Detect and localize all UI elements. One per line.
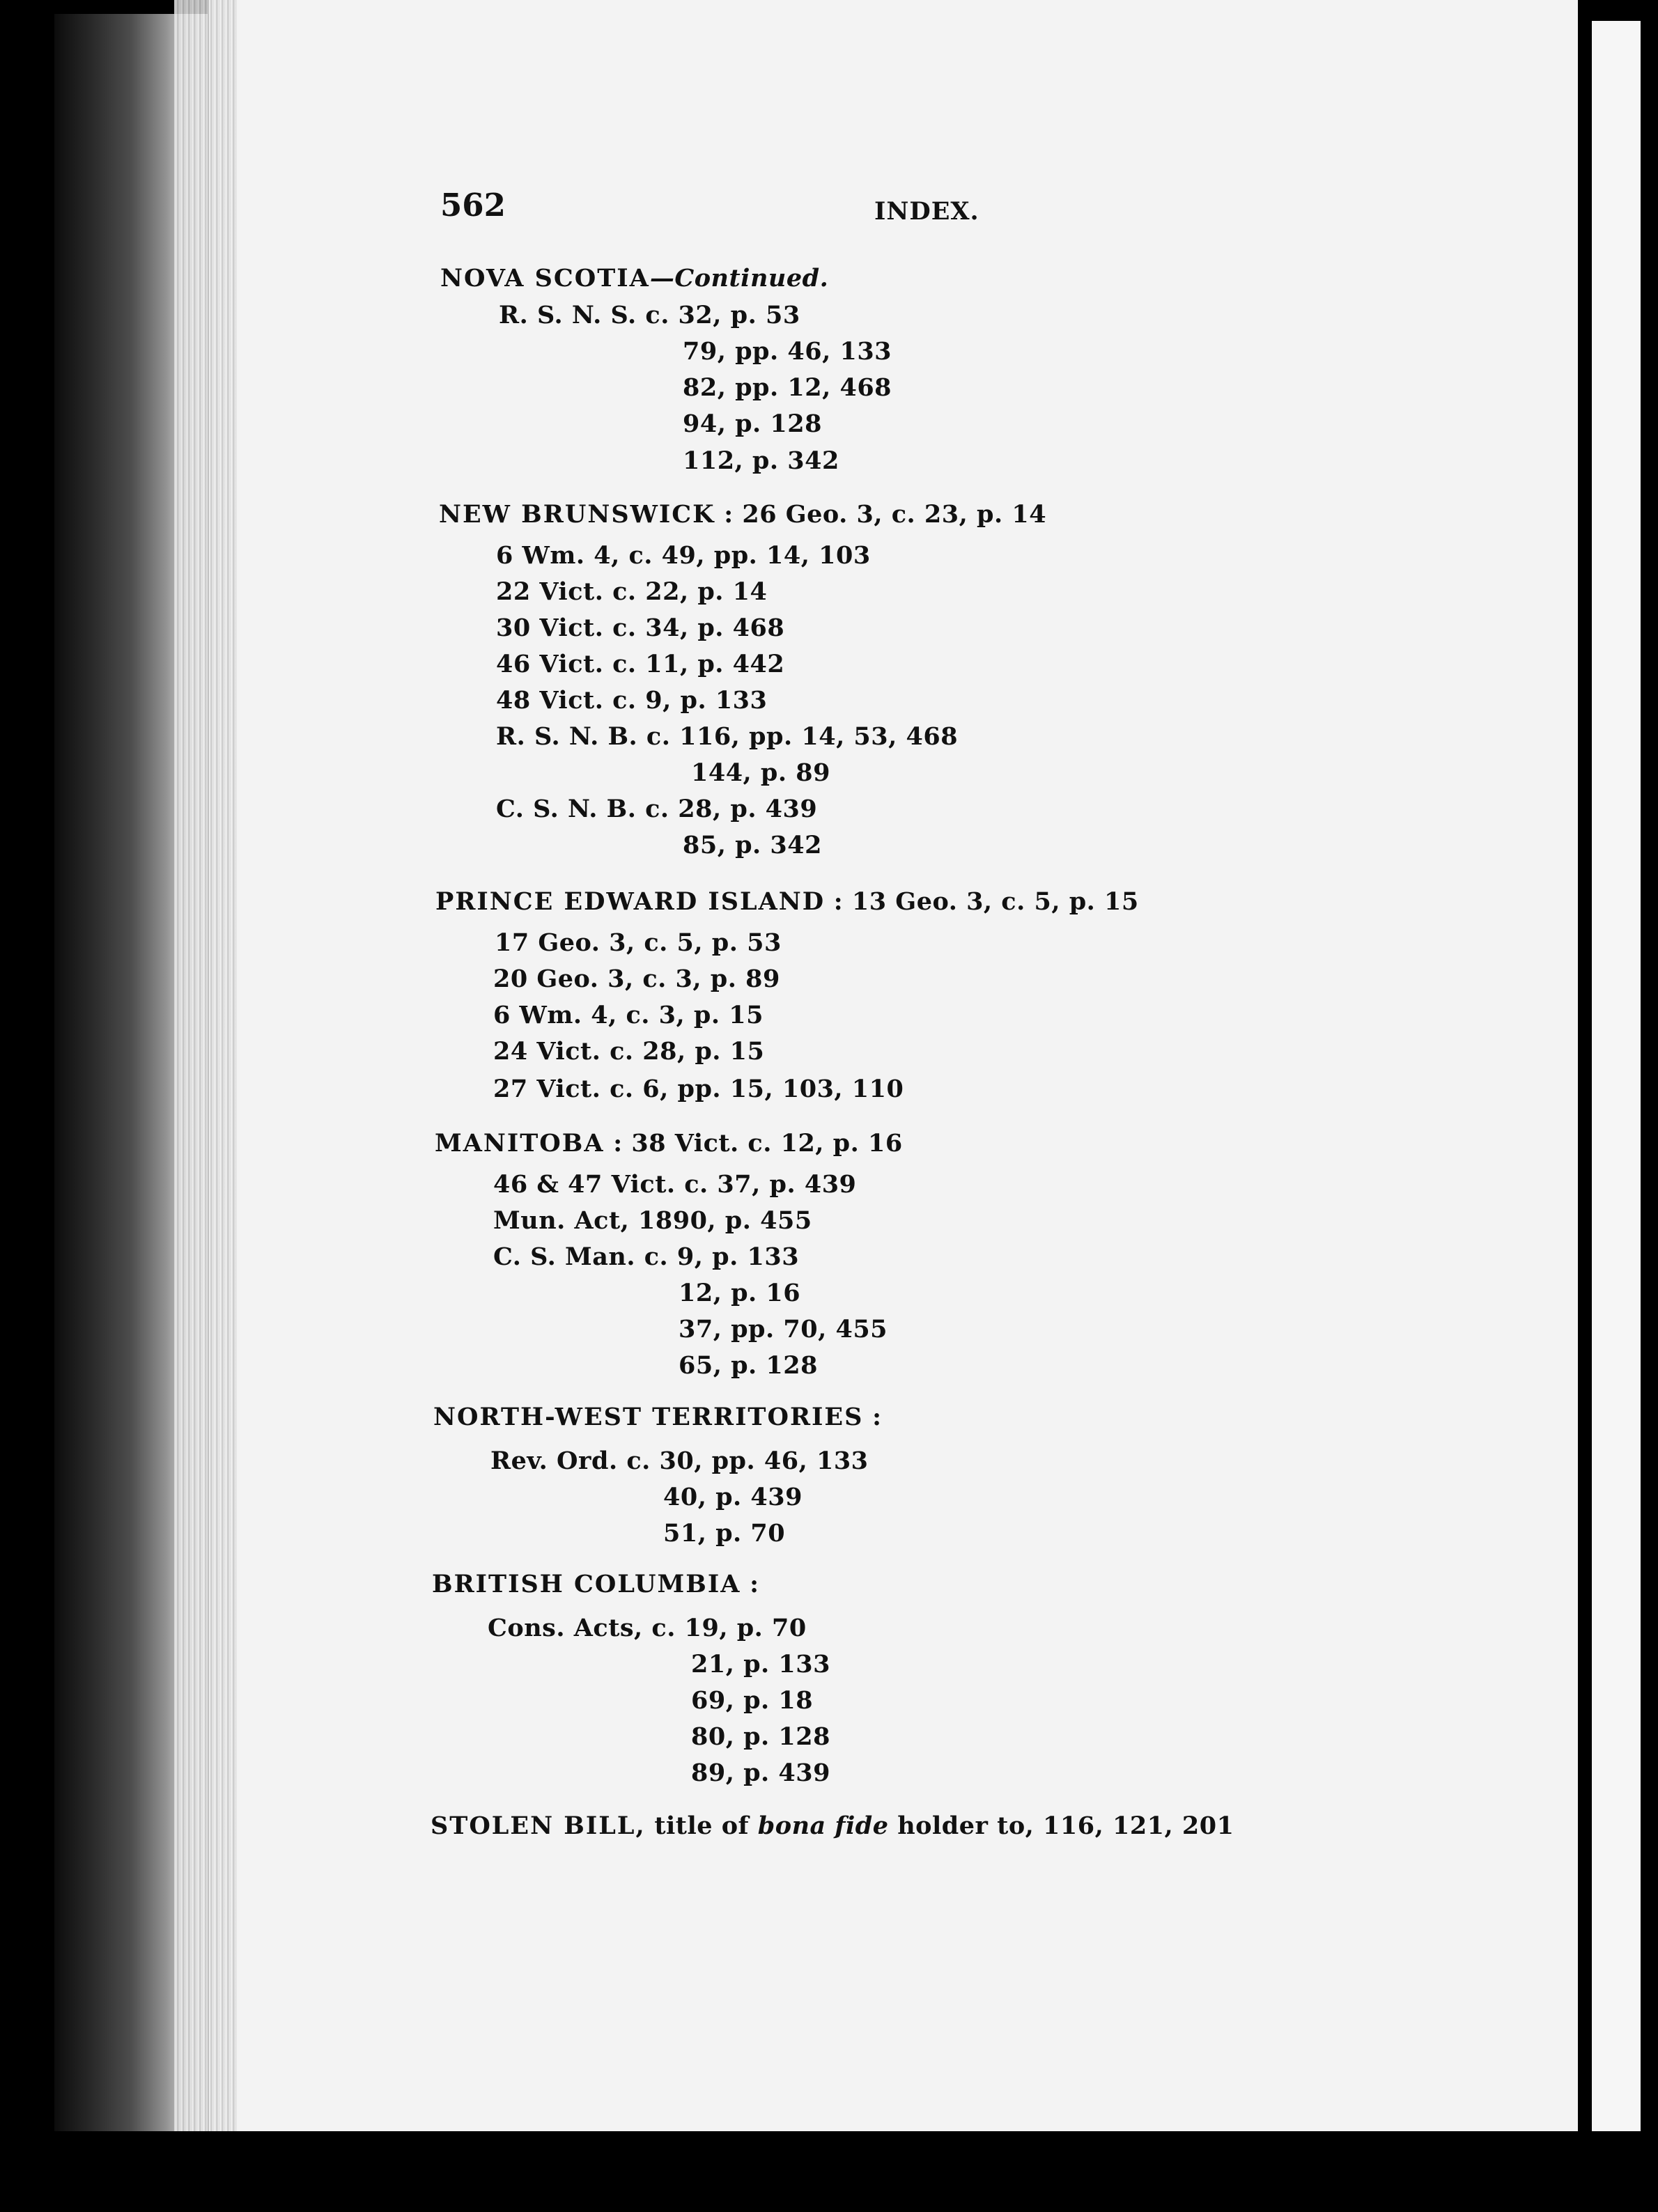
heading-reference: :: [741, 1570, 759, 1598]
index-line: 12, p. 16: [679, 1279, 801, 1307]
index-line: 51, p. 70: [663, 1519, 786, 1548]
index-line: 80, p. 128: [691, 1722, 830, 1751]
index-line: 94, p. 128: [683, 410, 822, 438]
heading-reference: : 38 Vict. c. 12, p. 16: [604, 1129, 903, 1158]
index-line: C. S. N. B. c. 28, p. 439: [496, 795, 818, 823]
heading-name: NEW BRUNSWICK: [439, 500, 715, 529]
index-line: 21, p. 133: [691, 1650, 830, 1679]
index-line: 144, p. 89: [691, 758, 830, 787]
index-line: 30 Vict. c. 34, p. 468: [496, 614, 785, 642]
index-line: 27 Vict. c. 6, pp. 15, 103, 110: [493, 1075, 904, 1103]
section-heading-manitoba: [435, 1128, 903, 1159]
index-line: C. S. Man. c. 9, p. 133: [493, 1243, 800, 1271]
index-line: 6 Wm. 4, c. 3, p. 15: [493, 1001, 764, 1029]
index-line: Rev. Ord. c. 30, pp. 46, 133: [490, 1447, 869, 1475]
index-line: Cons. Acts, c. 19, p. 70: [488, 1614, 807, 1642]
index-entry-stolen-bill: [431, 1811, 1234, 1841]
heading-name: NOVA SCOTIA: [440, 264, 650, 293]
section-heading-nova-scotia: [440, 263, 828, 294]
section-heading-prince-edward-island: [435, 887, 1139, 917]
index-line: 69, p. 18: [691, 1686, 814, 1715]
heading-reference: :: [863, 1403, 882, 1431]
heading-name: BRITISH COLUMBIA: [432, 1570, 741, 1598]
index-line: Mun. Act, 1890, p. 455: [493, 1206, 812, 1235]
page-edges: [174, 0, 237, 2142]
entry-text: holder to, 116, 121, 201: [888, 1812, 1234, 1840]
index-line: 46 Vict. c. 11, p. 442: [496, 650, 785, 678]
index-line: 82, pp. 12, 468: [683, 373, 892, 402]
index-line: R. S. N. S. c. 32, p. 53: [499, 301, 800, 329]
heading-name: PRINCE EDWARD ISLAND: [435, 887, 826, 916]
entry-text: title of: [645, 1812, 758, 1840]
index-line: 112, p. 342: [683, 446, 839, 475]
heading-reference: : 26 Geo. 3, c. 23, p. 14: [715, 500, 1047, 529]
heading-name: MANITOBA: [435, 1129, 605, 1158]
section-heading-british-columbia: [432, 1569, 759, 1600]
index-line: 24 Vict. c. 28, p. 15: [493, 1037, 765, 1066]
running-title: INDEX.: [874, 197, 979, 226]
index-line: 85, p. 342: [683, 831, 822, 859]
page-number: 562: [440, 187, 506, 224]
section-heading-north-west-territories: [433, 1402, 882, 1433]
index-line: 17 Geo. 3, c. 5, p. 53: [495, 928, 782, 957]
index-line: 46 & 47 Vict. c. 37, p. 439: [493, 1170, 857, 1199]
facing-page-edge: [1592, 21, 1641, 2138]
index-line: 6 Wm. 4, c. 49, pp. 14, 103: [496, 541, 871, 570]
index-line: R. S. N. B. c. 116, pp. 14, 53, 468: [496, 722, 959, 751]
heading-reference: : 13 Geo. 3, c. 5, p. 15: [825, 887, 1139, 916]
scan-bottom-border: [0, 2131, 1658, 2212]
heading-name: NORTH-WEST TERRITORIES: [433, 1403, 864, 1431]
index-line: 79, pp. 46, 133: [683, 337, 892, 366]
index-line: 89, p. 439: [691, 1759, 830, 1787]
index-line: 65, p. 128: [679, 1351, 818, 1380]
index-line: 40, p. 439: [663, 1483, 803, 1511]
index-line: 37, pp. 70, 455: [679, 1315, 888, 1343]
section-heading-new-brunswick: [439, 499, 1046, 530]
italic-term: bona fide: [757, 1812, 889, 1840]
continued-label: —Continued.: [649, 264, 829, 293]
index-line: 22 Vict. c. 22, p. 14: [496, 577, 768, 606]
heading-name: STOLEN BILL,: [431, 1812, 646, 1840]
index-line: 48 Vict. c. 9, p. 133: [496, 686, 768, 715]
index-line: 20 Geo. 3, c. 3, p. 89: [493, 965, 780, 993]
